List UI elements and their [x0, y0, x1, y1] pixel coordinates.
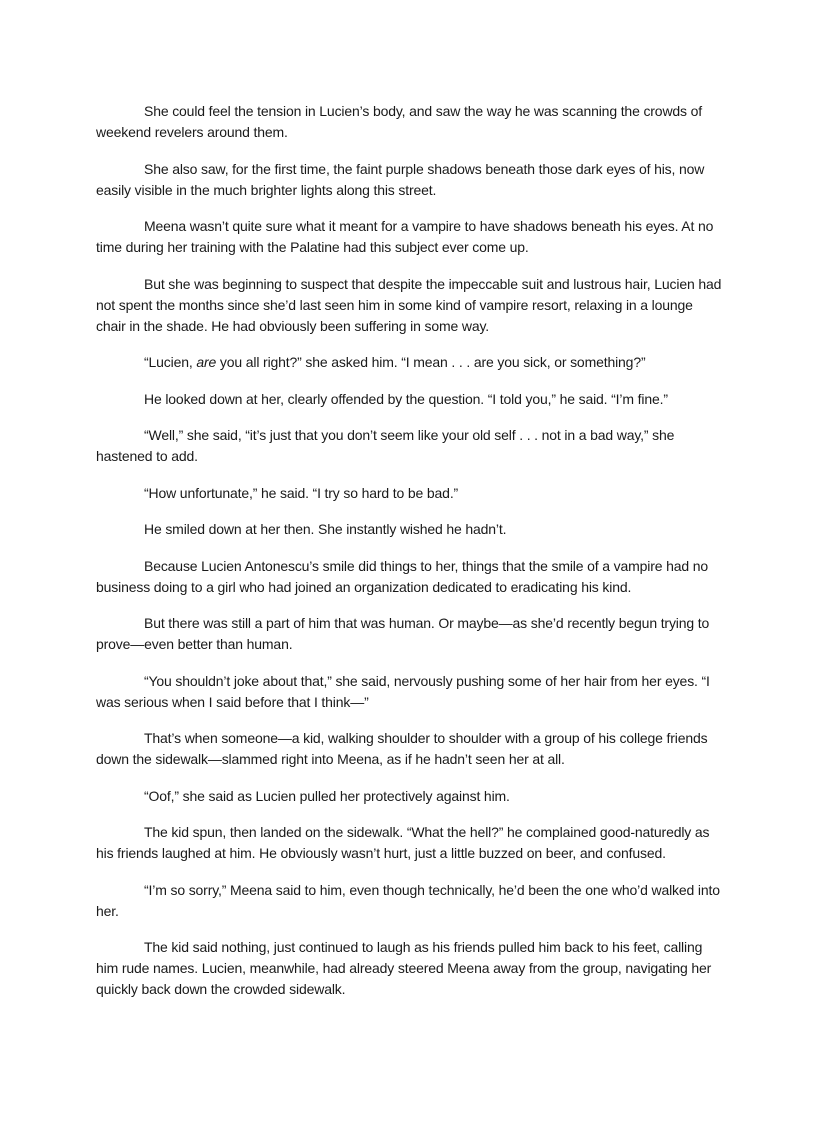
paragraph: He looked down at her, clearly offended by the question. “I told you,” he said. “I’m fine.”: [144, 390, 668, 407]
paragraph: “You shouldn’t joke about that,” she said, nervously pushing some of her hair from her eyes. “I was serious when I said before that I think—”: [96, 672, 710, 710]
emphasis-text: are: [196, 354, 217, 370]
paragraph: She could feel the tension in Lucien’s body, and saw the way he was scanning the crowds of weekend revelers around them.: [96, 103, 703, 140]
paragraph: He smiled down at her then. She instantly wished he hadn’t.: [144, 521, 507, 537]
paragraph: “Oof,” she said as Lucien pulled her protectively against him.: [144, 787, 510, 804]
document-page: [96, 101, 724, 1016]
paragraph: The kid said nothing, just continued to laugh as his friends pulled him back to his feet, calling him rude names. Lucien, meanwhile, had already steered Meena away from the group, navigating her quickly back down the crowded sidewalk.: [96, 939, 712, 997]
paragraph-text: you all right?” she asked him. “I mean . . . are you sick, or something?”: [216, 354, 646, 370]
paragraph: Because Lucien Antonescu’s smile did things to her, things that the smile of a vampire had no business doing to a girl who had joined an organization dedicated to eradicating his kind.: [96, 557, 709, 595]
paragraph: “How unfortunate,” he said. “I try so hard to be bad.”: [144, 484, 459, 501]
paragraph: Meena wasn’t quite sure what it meant for a vampire to have shadows beneath his eyes. At no time during her training with the Palatine had this subject ever come up.: [96, 218, 714, 255]
paragraph: The kid spun, then landed on the sidewalk. “What the hell?” he complained good-naturedly as his friends laughed at him. He obviously wasn’t hurt, just a little buzzed on beer, and confused.: [96, 824, 710, 861]
paragraph: She also saw, for the first time, the faint purple shadows beneath those dark eyes of his, now easily visible in the much brighter lights along this street.: [96, 160, 705, 198]
paragraph: “Well,” she said, “it’s just that you don’t seem like your old self . . . not in a bad way,” she hastened to add.: [96, 427, 675, 464]
paragraph: But there was still a part of him that was human. Or maybe—as she’d recently begun trying to prove—even better than human.: [96, 615, 710, 652]
paragraph: “I’m so sorry,” Meena said to him, even though technically, he’d been the one who’d walked into her.: [96, 881, 720, 919]
paragraph: That’s when someone—a kid, walking shoulder to shoulder with a group of his college friends down the sidewalk—slammed right into Meena, as if he hadn’t seen her at all.: [96, 730, 708, 767]
paragraph: But she was beginning to suspect that despite the impeccable suit and lustrous hair, Lucien had not spent the months since she’d last seen him in some kind of vampire resort, relaxing in a lounge chair in the shade. He had obviously been suffering in some way.: [96, 275, 722, 334]
paragraph-text: “Lucien,: [144, 354, 197, 370]
paragraph: [96, 352, 724, 373]
